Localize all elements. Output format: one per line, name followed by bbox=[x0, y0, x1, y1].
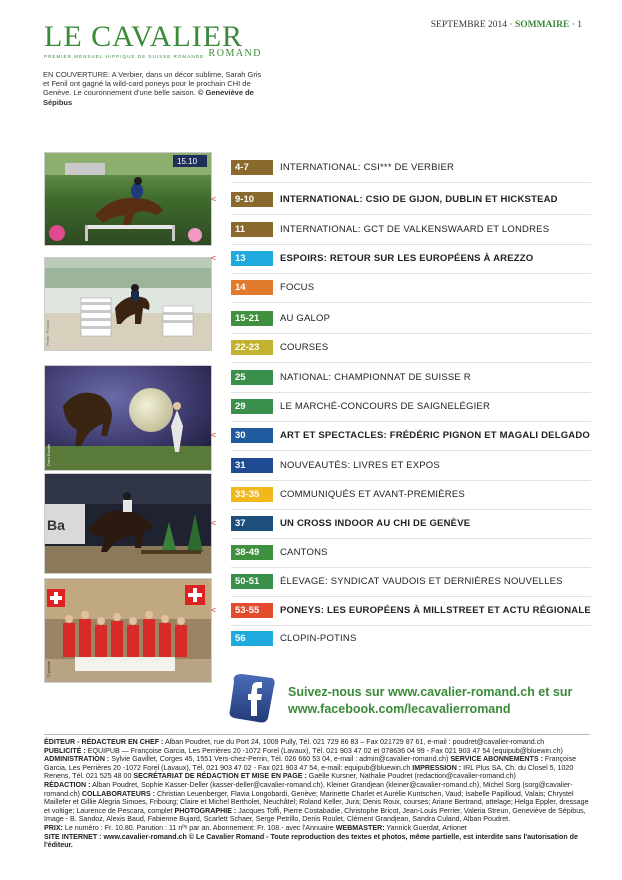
imprint-label: WEBMASTER: bbox=[333, 823, 385, 832]
cover-text: A Verbier, dans un décor sublime, Sarah Gris et Fenil ont gagné la wild-card poneys pour le prochain CHI de Genève. Le couronnement d'une belle saison. bbox=[43, 70, 262, 98]
photo-art-image bbox=[45, 366, 211, 470]
toc-entry[interactable] bbox=[211, 428, 591, 443]
toc-entry[interactable] bbox=[211, 603, 591, 618]
imprint-label: ADMINISTRATION : bbox=[44, 755, 110, 764]
imprint-text: EQUIPUB — Françoise Garcia, Les Perrières 20 -1072 Forel (Lavaux), Tél. 021 903 47 02 et 078636 04 99 - Fax 021 903 47 54 (equipub@bluewin.ch) bbox=[85, 746, 563, 755]
toc-separator bbox=[231, 480, 591, 481]
imprint-label: PRIX: bbox=[44, 823, 63, 832]
toc-title: LE MARCHÉ-CONCOURS DE SAIGNELÉGIER bbox=[280, 401, 491, 412]
toc-page-badge: 9-10 bbox=[231, 192, 273, 207]
highlight-arrow-icon: < bbox=[211, 253, 217, 263]
imprint-label: COLLABORATEURS : bbox=[79, 789, 156, 798]
page-number: · 1 bbox=[571, 20, 582, 30]
toc-page-badge: 56 bbox=[231, 631, 273, 646]
imprint-text: Yannick Guerdat, Artionet bbox=[384, 823, 467, 832]
imprint-text: www.cavalier-romand.ch © Le Cavalier Romand - Toute reproduction des textes et photos, même partielle, est interdite sans l'autorisation de l'éditeur. bbox=[44, 832, 578, 850]
photo-art-credit: Dora Baudiri bbox=[46, 443, 51, 466]
imprint-line-ads bbox=[44, 747, 592, 756]
toc-entry[interactable] bbox=[231, 160, 591, 175]
toc-separator bbox=[231, 244, 591, 245]
toc-page-badge: 22-23 bbox=[231, 340, 273, 355]
toc-page-badge: 4-7 bbox=[231, 160, 273, 175]
toc-page-badge: 37 bbox=[231, 516, 273, 531]
photo-verbier bbox=[44, 152, 212, 246]
social-links bbox=[288, 684, 572, 718]
toc-page-badge: 50-51 bbox=[231, 574, 273, 589]
imprint-line-site bbox=[44, 833, 592, 850]
toc-separator bbox=[231, 625, 591, 626]
toc-separator bbox=[231, 538, 591, 539]
photo-verbier-image bbox=[45, 153, 211, 245]
highlight-arrow-icon: < bbox=[211, 430, 217, 440]
toc-separator bbox=[231, 509, 591, 510]
social-line-1[interactable]: Suivez-nous sur www.cavalier-romand.ch et sur bbox=[288, 685, 573, 699]
toc-page-badge: 29 bbox=[231, 399, 273, 414]
imprint-text: Christian Leuenberger, Flavia Longobardi, Genève; Marinette Charlet et Aurélie Kuntschen, Vaud; Isabelle Papilloud, Valais; Chrystel Maillefer et Gillie Alegria Simoes, Fribourg; Claire et Michel Bertholet, Neuchâtel; Roland Keller, Jura; Denis Roux, courses; Ariane Bertrand, attelage; Helga Eppler, dressage et voltige; Laurence de Pescara, complet bbox=[44, 789, 589, 815]
toc-title: PONEYS: LES EUROPÉENS À MILLSTREET ET ACTU RÉGIONALE bbox=[280, 605, 591, 616]
imprint-label: PHOTOGRAPHIE : bbox=[172, 806, 237, 815]
imprint-line-editor bbox=[44, 738, 592, 747]
toc-separator bbox=[231, 333, 591, 334]
toc-entry[interactable] bbox=[231, 222, 591, 237]
photo-verbier-badge: 15.10 bbox=[177, 157, 198, 166]
toc-separator bbox=[231, 182, 591, 183]
imprint-text: Alban Poudret, rue du Port 24, 1009 Pully, Tél. 021 729 86 83 – Fax 021729 87 61, e-mail : poudret@cavalier-romand.ch bbox=[163, 738, 545, 746]
imprint-text: Gaëlle Kursner, Nathalie Poudret (redaction@cavalier-romand.ch) bbox=[306, 772, 516, 781]
imprint-text: Françoise Garcia, Les Perrières 20 -1072 Forel (Lavaux), Tél. 021 903 47 02 - Fax 021 903 47 54, e-mail: equipub@bluewin.ch bbox=[44, 755, 577, 772]
highlight-arrow-icon: < bbox=[211, 518, 217, 528]
toc-separator bbox=[231, 392, 591, 393]
toc-page-badge: 13 bbox=[231, 251, 273, 266]
toc-entry[interactable] bbox=[231, 458, 591, 473]
photo-cross bbox=[44, 473, 212, 574]
toc-title: ESPOIRS: RETOUR SUR LES EUROPÉENS À AREZZO bbox=[280, 253, 534, 264]
imprint-line-staff bbox=[44, 781, 592, 824]
toc-page-badge: 31 bbox=[231, 458, 273, 473]
imprint-text: Alban Poudret, Sophie Kasser-Deller (kasser-deller@cavalier-romand.ch), Kleiner Grandjean (kleiner@cavalier-romand.ch), Michel Sorg (sorg@cavalier-romand.ch) bbox=[44, 780, 573, 798]
cover-credit: © Geneviève de Sépibus bbox=[43, 88, 254, 107]
toc-separator bbox=[231, 596, 591, 597]
masthead-logo bbox=[44, 20, 262, 59]
toc-title: INTERNATIONAL: CSI*** DE VERBIER bbox=[280, 162, 455, 173]
photo-arezzo-image bbox=[45, 258, 211, 350]
toc-entry[interactable] bbox=[231, 340, 591, 355]
toc-entry[interactable] bbox=[231, 574, 591, 589]
toc-page-badge: 38-49 bbox=[231, 545, 273, 560]
toc-separator bbox=[231, 214, 591, 215]
imprint-label: IMPRESSION : bbox=[410, 763, 462, 772]
toc-entry[interactable] bbox=[231, 487, 591, 502]
toc-title: INTERNATIONAL: GCT DE VALKENSWAARD ET LONDRES bbox=[280, 224, 550, 235]
photo-cross-image bbox=[45, 474, 211, 573]
toc-page-badge: 11 bbox=[231, 222, 273, 237]
cover-caption bbox=[43, 70, 263, 107]
toc-entry[interactable] bbox=[231, 399, 591, 414]
svg-text:Ba: Ba bbox=[47, 517, 65, 533]
photo-arezzo-credit: Photo: Pozzoli bbox=[45, 320, 50, 346]
toc-page-badge: 25 bbox=[231, 370, 273, 385]
toc-title: NATIONAL: CHAMPIONNAT DE SUISSE R bbox=[280, 372, 471, 383]
photo-poneys-credit: © private bbox=[46, 660, 51, 677]
toc-entry[interactable] bbox=[231, 631, 591, 646]
toc-entry[interactable] bbox=[211, 516, 591, 531]
imprint-text: Sylvie Gavillet, Corges 45, 1551 Vers-chez-Perrin, Tél. 026 660 53 04, e-mail : admin@cavalier-romand.ch) bbox=[109, 755, 449, 764]
photo-poneys-image bbox=[45, 579, 211, 682]
photo-arezzo bbox=[44, 257, 212, 351]
logo-romand: ROMAND bbox=[208, 48, 262, 59]
imprint-label: ÉDITEUR - RÉDACTEUR EN CHEF : bbox=[44, 738, 164, 746]
toc-separator bbox=[231, 567, 591, 568]
toc-title: ART ET SPECTACLES: FRÉDÉRIC PIGNON ET MAGALI DELGADO bbox=[280, 430, 591, 441]
toc-page-badge: 30 bbox=[231, 428, 273, 443]
toc-page-badge: 53-55 bbox=[231, 603, 273, 618]
imprint-line-admin bbox=[44, 755, 592, 781]
imprint-label: SITE INTERNET : bbox=[44, 832, 102, 841]
toc-separator bbox=[231, 302, 591, 303]
highlight-arrow-icon: < bbox=[211, 194, 217, 204]
imprint-divider bbox=[44, 734, 590, 735]
toc-separator bbox=[231, 362, 591, 363]
toc-entry[interactable] bbox=[231, 280, 591, 295]
toc-page-badge: 33-35 bbox=[231, 487, 273, 502]
toc-title: COURSES bbox=[280, 342, 329, 353]
imprint-line-price bbox=[44, 824, 592, 833]
photo-art bbox=[44, 365, 212, 471]
toc-entry[interactable] bbox=[231, 311, 591, 326]
toc-entry[interactable] bbox=[211, 192, 591, 207]
toc-separator bbox=[231, 421, 591, 422]
toc-entry[interactable] bbox=[231, 545, 591, 560]
toc-title: AU GALOP bbox=[280, 313, 331, 324]
imprint-label: RÉDACTION : bbox=[44, 780, 91, 789]
cover-label: EN COUVERTURE: bbox=[43, 70, 110, 79]
toc-separator bbox=[231, 450, 591, 451]
imprint-label: SECRÉTARIAT DE RÉDACTION ET MISE EN PAGE : bbox=[131, 772, 307, 781]
social-line-2[interactable]: www.facebook.com/lecavalierromand bbox=[288, 702, 511, 716]
toc-page-badge: 15-21 bbox=[231, 311, 273, 326]
toc-page-badge: 14 bbox=[231, 280, 273, 295]
toc-title: COMMUNIQUÉS ET AVANT-PREMIÈRES bbox=[280, 489, 465, 500]
toc-title: UN CROSS INDOOR AU CHI DE GENÈVE bbox=[280, 518, 471, 529]
facebook-icon[interactable] bbox=[228, 672, 276, 724]
toc-title: CANTONS bbox=[280, 547, 328, 558]
page-header bbox=[431, 20, 582, 30]
imprint-text: Jacques Toffi, Pierre Costabadie, Christophe Bricot, Jean-Louis Perrier, Valeria Streun, Geneviève de Sépibus, Image - B. Sandoz, Alexis Baud, Fabienne Bujard, Scarlett Schaer, Serge Petrillo, Denis Roulet, Clément Grandjean, Sandra Culand, Alban Poudret. bbox=[44, 806, 586, 824]
toc-title: ÉLEVAGE: SYNDICAT VAUDOIS ET DERNIÈRES NOUVELLES bbox=[280, 576, 563, 587]
issue-date: SEPTEMBRE 2014 · bbox=[430, 20, 513, 30]
toc-title: CLOPIN-POTINS bbox=[280, 633, 357, 644]
imprint bbox=[44, 738, 592, 850]
logo-title: LE CAVALIER bbox=[44, 20, 244, 53]
highlight-arrow-icon: < bbox=[211, 605, 217, 615]
toc-separator bbox=[231, 273, 591, 274]
toc-title: FOCUS bbox=[280, 282, 315, 293]
toc-entry[interactable] bbox=[211, 251, 591, 266]
toc-entry[interactable] bbox=[231, 370, 591, 385]
imprint-text: Le numéro : Fr. 10.80. Parution : 11 nºˢ par an. Abonnement: Fr. 108.- avec l'Annuaire bbox=[62, 823, 334, 832]
logo-tagline: PREMIER MENSUEL HIPPIQUE DE SUISSE ROMANDE bbox=[44, 54, 205, 59]
section-title: SOMMAIRE bbox=[514, 20, 570, 30]
toc-title: NOUVEAUTÉS: LIVRES ET EXPOS bbox=[280, 460, 440, 471]
imprint-text: IRL Plus SA, Ch. du Closel 5, 1020 Renens, Tél. 021 525 48 00 bbox=[44, 763, 574, 781]
imprint-label: SERVICE ABONNEMENTS : bbox=[448, 755, 543, 764]
toc-title: INTERNATIONAL: CSIO DE GIJON, DUBLIN ET HICKSTEAD bbox=[280, 194, 558, 205]
photo-poneys bbox=[44, 578, 212, 683]
imprint-label: PUBLICITÉ : bbox=[44, 746, 86, 755]
